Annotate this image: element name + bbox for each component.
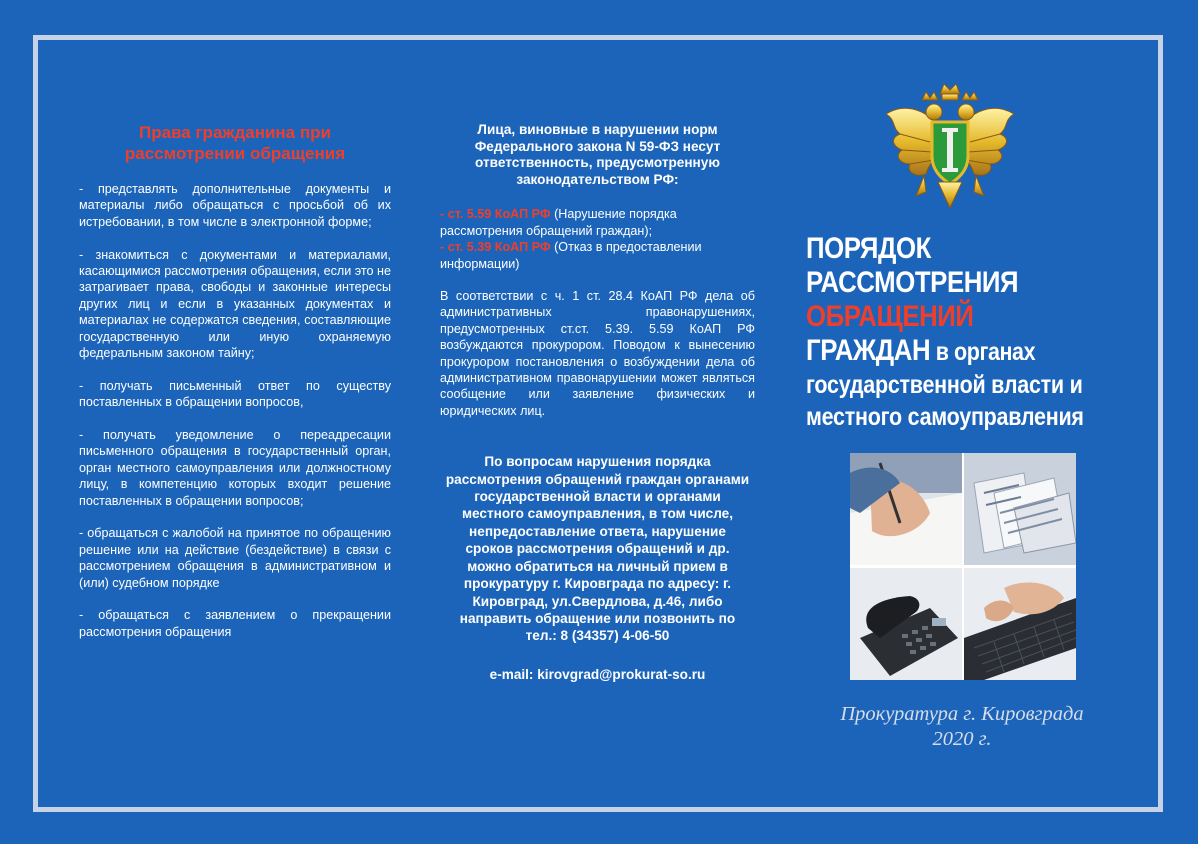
rights-item: - обращаться с заявлением о прекращении рассмотрения обращения <box>79 608 391 639</box>
footer-organization: Прокуратура г. Кировграда <box>840 703 1084 725</box>
title-line-4 <box>806 334 1098 369</box>
law-description-1: (Нарушение порядка рассмотрения обращений граждан); <box>440 207 677 238</box>
rights-item: - получать письменный ответ по существу поставленных в обращении вопросов, <box>79 378 391 410</box>
footer-year: 2020 г. <box>932 728 992 750</box>
title-line-4-main: ГРАЖДАН <box>806 334 931 367</box>
liability-column <box>440 122 755 683</box>
rights-item: - получать уведомление о переадресации письменного обращения в государственный орган, орган местного самоуправления или должностному лицу, в компетенцию которых входит решение поставленных в обращении вопросов; <box>79 428 391 508</box>
rights-item: - знакомиться с документами и материалами, касающимися рассмотрения обращения, если это не затрагивает права, свободы и законные интересы других лиц и если в указанных документах и материалах не содержатся сведения, составляющие государственную или иную охраняемую федеральным законом тайну; <box>79 247 391 361</box>
title-line-3: ОБРАЩЕНИЙ <box>806 300 974 333</box>
law-description-2: (Отказ в предоставлении информации) <box>440 240 702 271</box>
rights-item: - представлять дополнительные документы и материалы либо обращаться с просьбой об их истребовании, в том числе в электронной форме; <box>79 182 391 229</box>
rights-column <box>79 122 391 657</box>
law-reference-1 <box>440 206 755 239</box>
rights-heading: Права гражданина при рассмотрении обращения <box>124 123 346 163</box>
law-article-1: - ст. 5.59 КоАП РФ <box>440 207 551 222</box>
photo-writing <box>850 453 962 566</box>
photo-collage <box>850 453 1076 680</box>
title-line-4-rest: в органах <box>930 338 1036 366</box>
prosecutor-emblem-icon <box>882 76 1018 218</box>
photo-keyboard <box>964 568 1076 681</box>
rights-item: - обращаться с жалобой на принятое по обращению решение или на действие (бездействие) в связи с рассмотрением обращения в административном и (или) судебном порядке <box>79 526 391 590</box>
liability-paragraph: В соответствии с ч. 1 ст. 28.4 КоАП РФ дела об административных правонарушениях, предусмотренных ст.ст. 5.39. 5.59 КоАП РФ возбуждаются прокурором. Поводом к вынесению прокурором постановления о возбуждении дела об административном правонарушении может являться сообщение или заявление физических и юридических лиц. <box>440 289 755 418</box>
footer-signature <box>806 702 1118 752</box>
brochure-title <box>806 232 1098 433</box>
title-line-1: ПОРЯДОК <box>806 232 931 265</box>
photo-files <box>964 453 1076 566</box>
contact-info: По вопросам нарушения порядка рассмотрения обращений граждан органами государственной власти и органами местного самоуправления, в том числе, непредоставление ответа, нарушение сроков рассмотрения обращений и др. можно обратиться на личный прием в прокуратуру г. Кировграда по адресу: г. Кировград, ул.Свердлова, д.46, либо направить обращение или позвонить по тел.: 8 (34357) 4-06-50 <box>445 454 750 644</box>
title-line-2: РАССМОТРЕНИЯ <box>806 266 1019 299</box>
title-line-6: местного самоуправления <box>806 403 1084 431</box>
law-reference-2 <box>440 239 755 272</box>
liability-heading: Лица, виновные в нарушении норм Федерального закона N 59-ФЗ несут ответственность, предусмотренную законодательством РФ: <box>474 122 721 187</box>
law-article-2: - ст. 5.39 КоАП РФ <box>440 240 551 255</box>
photo-telephone <box>850 568 962 681</box>
contact-email: e-mail: kirovgrad@prokurat-so.ru <box>489 666 706 682</box>
title-line-5: государственной власти и <box>806 371 1083 399</box>
